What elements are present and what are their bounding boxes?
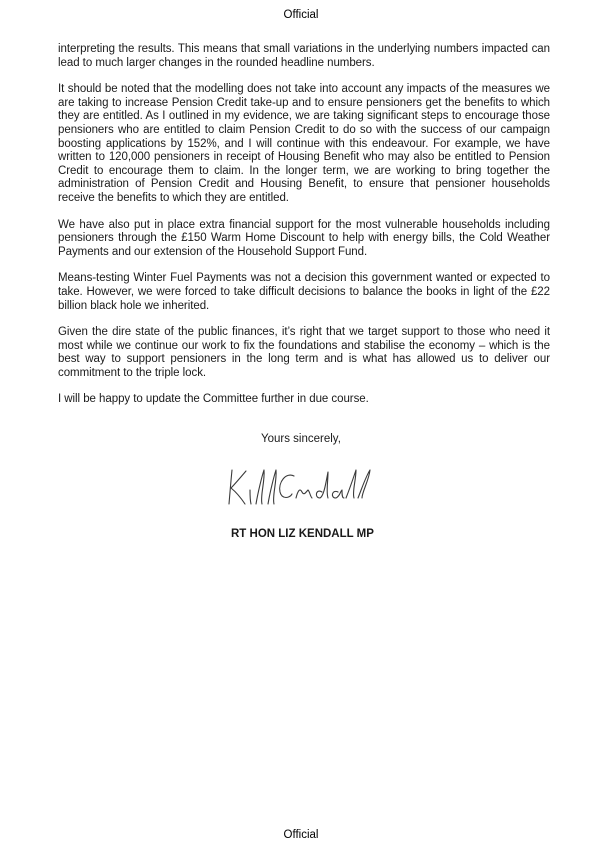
salutation: Yours sincerely, — [261, 433, 341, 445]
page-header-classification: Official — [283, 9, 319, 21]
letter-body — [58, 43, 550, 420]
page-footer-classification: Official — [283, 829, 319, 841]
paragraph-modelling: It should be noted that the modelling does not take into account any impacts of the measures we are taking to increase Pension Credit take-up and to ensure pensioners get the benefits to which they are entitled. As I outlined in my evidence, we are taking significant steps to encourage those pensioners who are entitled to claim Pension Credit to do so with the success of our campaign boosting applications by 152%, and I will continue with this endeavour. For example, we have written to 120,000 pensioners in receipt of Housing Benefit who may also be entitled to Pension Credit to encourage them to claim. In the longer term, we are working to bring together the administration of Pension Credit and Housing Benefit, to ensure that pensioner households receive the benefits to which they are entitled. — [58, 83, 550, 204]
signature-icon — [222, 462, 382, 512]
handwritten-signature — [222, 462, 382, 512]
signatory-name: RT HON LIZ KENDALL MP — [231, 528, 374, 540]
paragraph-means-testing: Means-testing Winter Fuel Payments was not a decision this government wanted or expected to take. However, we were forced to take difficult decisions to balance the books in light of the £22 billion black hole we inherited. — [58, 272, 550, 312]
paragraph-results: interpreting the results. This means that small variations in the underlying numbers impacted can lead to much larger changes in the rounded headline numbers. — [58, 43, 550, 69]
paragraph-support: We have also put in place extra financial support for the most vulnerable households including pensioners through the £150 Warm Home Discount to help with energy bills, the Cold Weather Payments and our extension of the Household Support Fund. — [58, 218, 550, 258]
paragraph-update: I will be happy to update the Committee further in due course. — [58, 393, 369, 406]
paragraph-public-finances: Given the dire state of the public finances, it’s right that we target support to those who need it most while we continue our work to fix the foundations and stabilise the economy – which is the best way to support pensioners in the long term and is what has allowed us to deliver our commitment to the triple lock. — [58, 326, 550, 379]
